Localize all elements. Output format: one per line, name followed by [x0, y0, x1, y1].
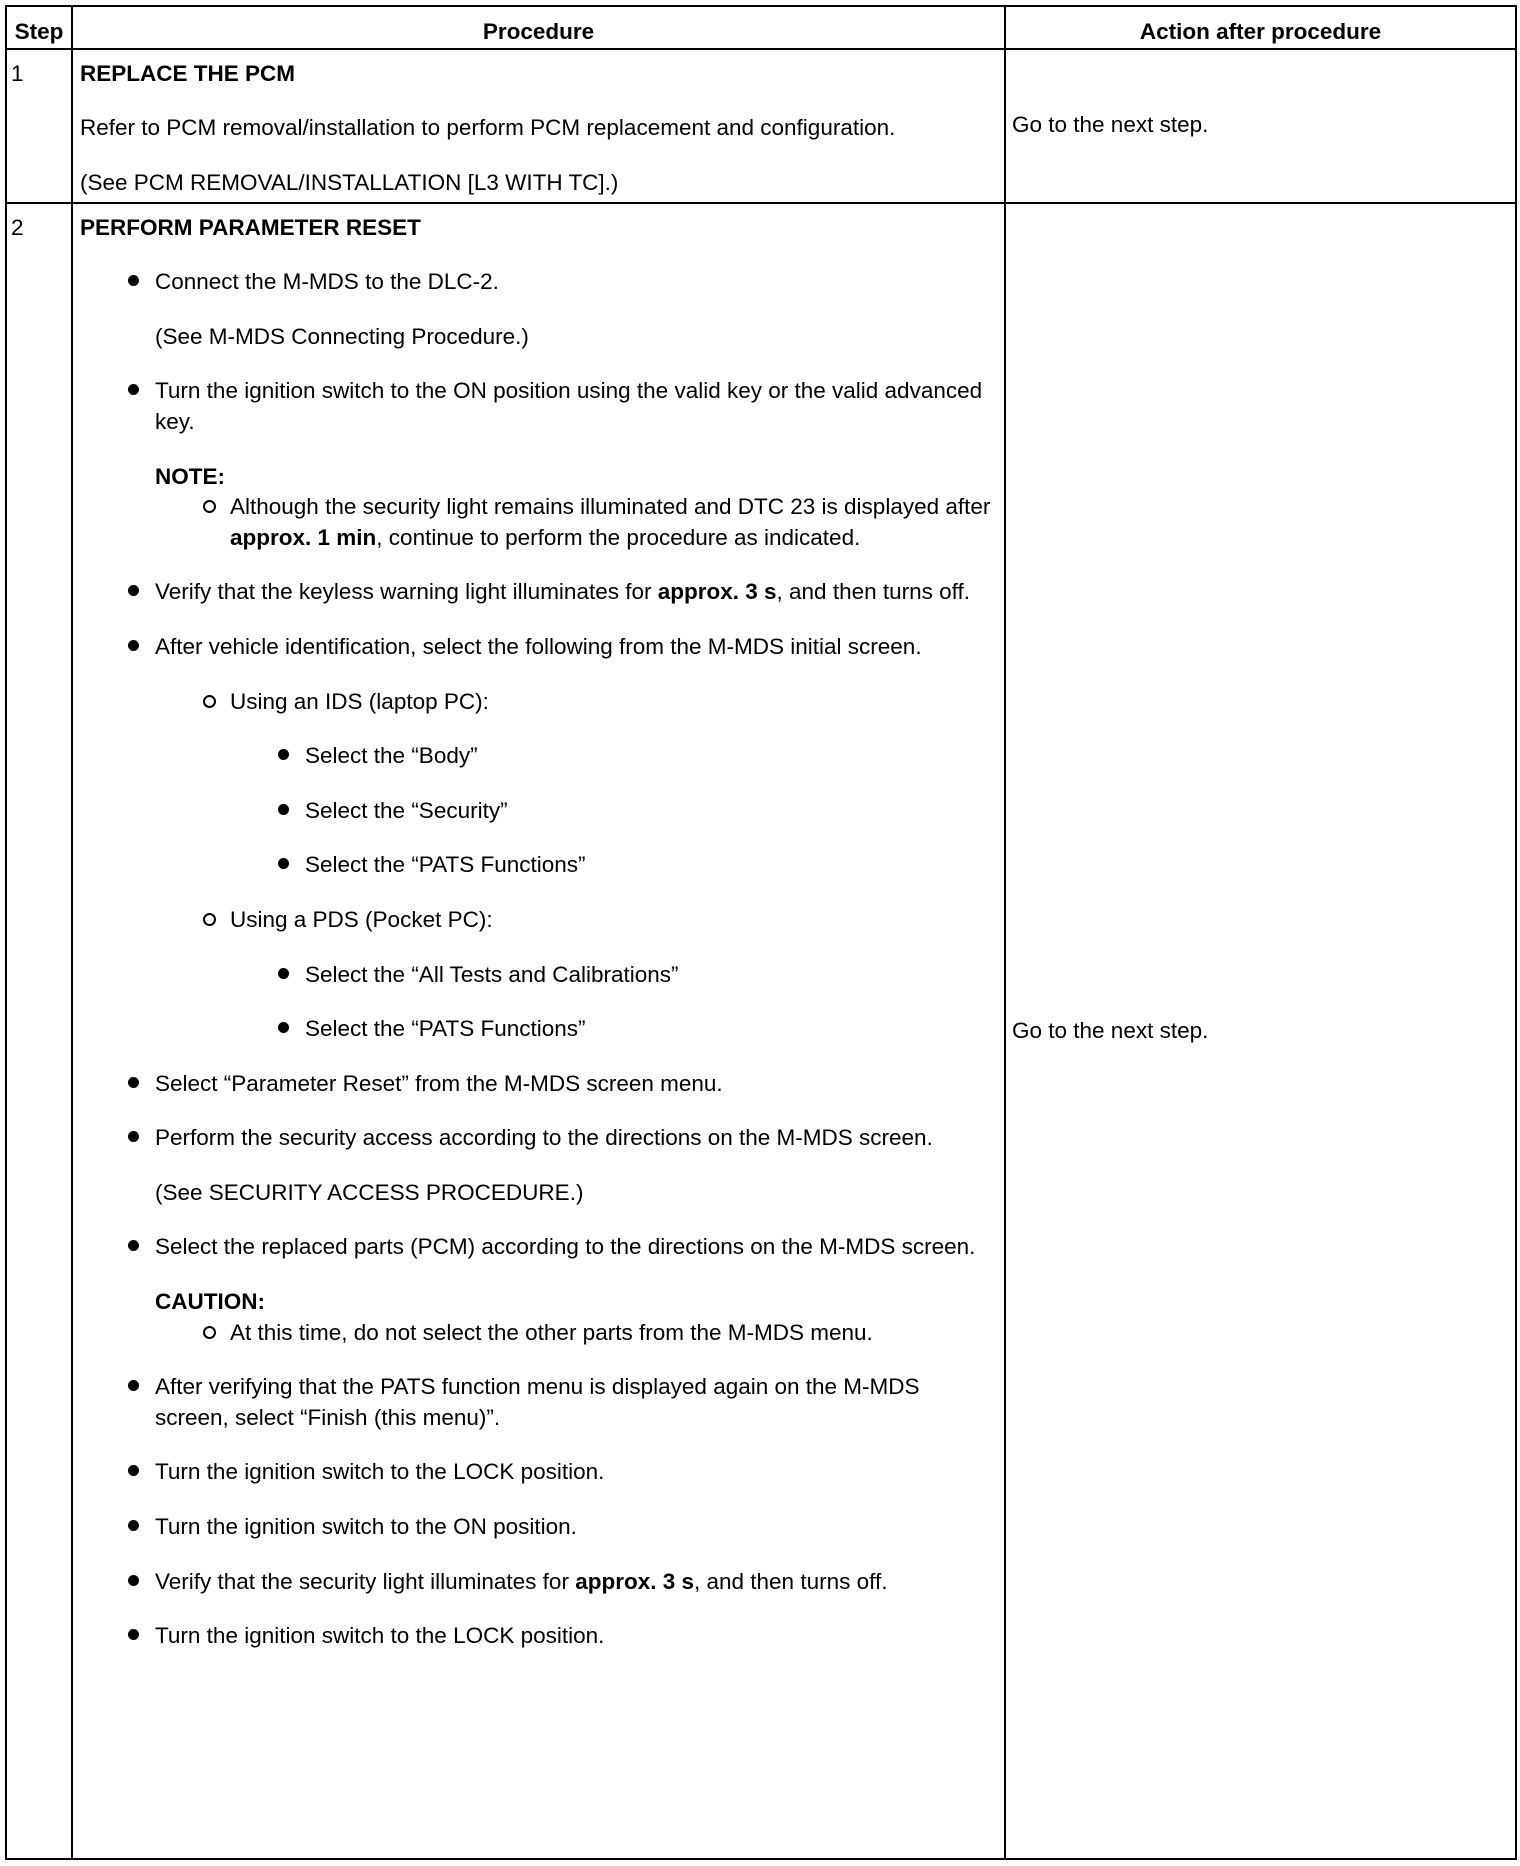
list-item: Select the “Body” — [230, 741, 994, 772]
bullet-icon — [278, 968, 289, 979]
list-item: Select the “Security” — [230, 796, 994, 827]
mmds-reference: (See M-MDS Connecting Procedure.) — [155, 323, 529, 349]
list-item: Verify that the keyless warning light illuminates for approx. 3 s, and then turns off. — [80, 577, 994, 608]
list-item: At this time, do not select the other parts from the M-MDS menu. — [155, 1318, 994, 1349]
ids-items-list — [230, 741, 994, 881]
header-step: Step — [6, 6, 72, 49]
step-2-bullet-list — [80, 267, 994, 1652]
header-procedure: Procedure — [72, 6, 1005, 49]
header-action: Action after procedure — [1005, 6, 1516, 49]
step-number-2: 2 — [6, 203, 72, 1859]
header-row — [6, 6, 1516, 49]
bullet-icon — [128, 1380, 139, 1391]
list-item: Select the “PATS Functions” — [230, 850, 994, 881]
bullet-icon — [278, 804, 289, 815]
list-item: Verify that the security light illuminates for approx. 3 s, and then turns off. — [80, 1567, 994, 1598]
table-row-step-2 — [6, 203, 1516, 1859]
step-1-action: Go to the next step. — [1012, 112, 1209, 138]
bullet-icon — [278, 858, 289, 869]
caution-label: CAUTION: — [155, 1289, 265, 1315]
step-2-action: Go to the next step. — [1012, 1017, 1209, 1043]
list-item: Turn the ignition switch to the ON position. — [80, 1512, 994, 1543]
bullet-icon — [128, 1575, 139, 1586]
procedure-cell-2 — [72, 203, 1005, 1859]
circle-bullet-icon — [203, 695, 216, 708]
bullet-icon — [128, 1520, 139, 1531]
bullet-icon — [128, 1465, 139, 1476]
list-item: Turn the ignition switch to the ON position using the valid key or the valid advanced key. NOTE: Although the security light remains illuminated and DTC 23 is displayed after approx. 1 min, continue to perform the procedure as indicated. — [80, 376, 994, 553]
circle-bullet-icon — [203, 1326, 216, 1339]
list-item: Turn the ignition switch to the LOCK position. — [80, 1621, 994, 1652]
bullet-icon — [278, 1022, 289, 1033]
list-item: Although the security light remains illuminated and DTC 23 is displayed after approx. 1 min, continue to perform the procedure as indicated. — [155, 492, 994, 553]
bullet-icon — [128, 1077, 139, 1088]
list-item: Select the “All Tests and Calibrations” — [230, 960, 994, 991]
list-item: Turn the ignition switch to the LOCK position. — [80, 1457, 994, 1488]
step-2-title: PERFORM PARAMETER RESET — [80, 214, 421, 240]
list-item: Select the “PATS Functions” — [230, 1014, 994, 1045]
procedure-cell-1 — [72, 49, 1005, 203]
bullet-icon — [128, 1629, 139, 1640]
list-item: Using an IDS (laptop PC): Select the “Body” Select the “Security” Select the “PATS Functions” — [155, 687, 994, 881]
tool-options-list — [155, 687, 994, 1045]
step-1-reference: (See PCM REMOVAL/INSTALLATION [L3 WITH TC].) — [80, 169, 619, 195]
caution-list — [155, 1318, 994, 1349]
step-1-title: REPLACE THE PCM — [80, 60, 296, 86]
note-label: NOTE: — [155, 463, 225, 489]
bullet-icon — [278, 749, 289, 760]
action-cell-2 — [1005, 203, 1516, 1859]
circle-bullet-icon — [203, 500, 216, 513]
list-item: After verifying that the PATS function menu is displayed again on the M-MDS screen, select “Finish (this menu)”. — [80, 1372, 994, 1433]
bullet-icon — [128, 1131, 139, 1142]
bullet-icon — [128, 275, 139, 286]
step-1-para-1: Refer to PCM removal/installation to perform PCM replacement and configuration. — [80, 115, 896, 141]
list-item: Select “Parameter Reset” from the M-MDS screen menu. — [80, 1069, 994, 1100]
action-cell-1 — [1005, 49, 1516, 203]
note-list — [155, 492, 994, 553]
bullet-icon — [128, 384, 139, 395]
procedure-table — [5, 5, 1517, 1860]
list-item: Select the replaced parts (PCM) according to the directions on the M-MDS screen. CAUTION: At this time, do not select the other parts from the M-MDS menu. — [80, 1232, 994, 1348]
bullet-icon — [128, 640, 139, 651]
circle-bullet-icon — [203, 913, 216, 926]
step-number-1: 1 — [6, 49, 72, 203]
pds-items-list — [230, 960, 994, 1045]
bullet-icon — [128, 1240, 139, 1251]
security-access-reference: (See SECURITY ACCESS PROCEDURE.) — [155, 1179, 584, 1205]
list-item: Perform the security access according to the directions on the M-MDS screen. (See SECURITY ACCESS PROCEDURE.) — [80, 1123, 994, 1208]
table-row-step-1 — [6, 49, 1516, 203]
bullet-icon — [128, 585, 139, 596]
list-item: Using a PDS (Pocket PC): Select the “All Tests and Calibrations” Select the “PATS Functions” — [155, 905, 994, 1045]
list-item: After vehicle identification, select the following from the M-MDS initial screen. Using an IDS (laptop PC): Select the “Body” Select the “Security” Select the “PATS Functions” Using a PDS (Pocket PC): Select the “All Tests and Calibrations” Select the “PATS Functions” — [80, 632, 994, 1045]
list-item: Connect the M-MDS to the DLC-2. (See M-MDS Connecting Procedure.) — [80, 267, 994, 352]
